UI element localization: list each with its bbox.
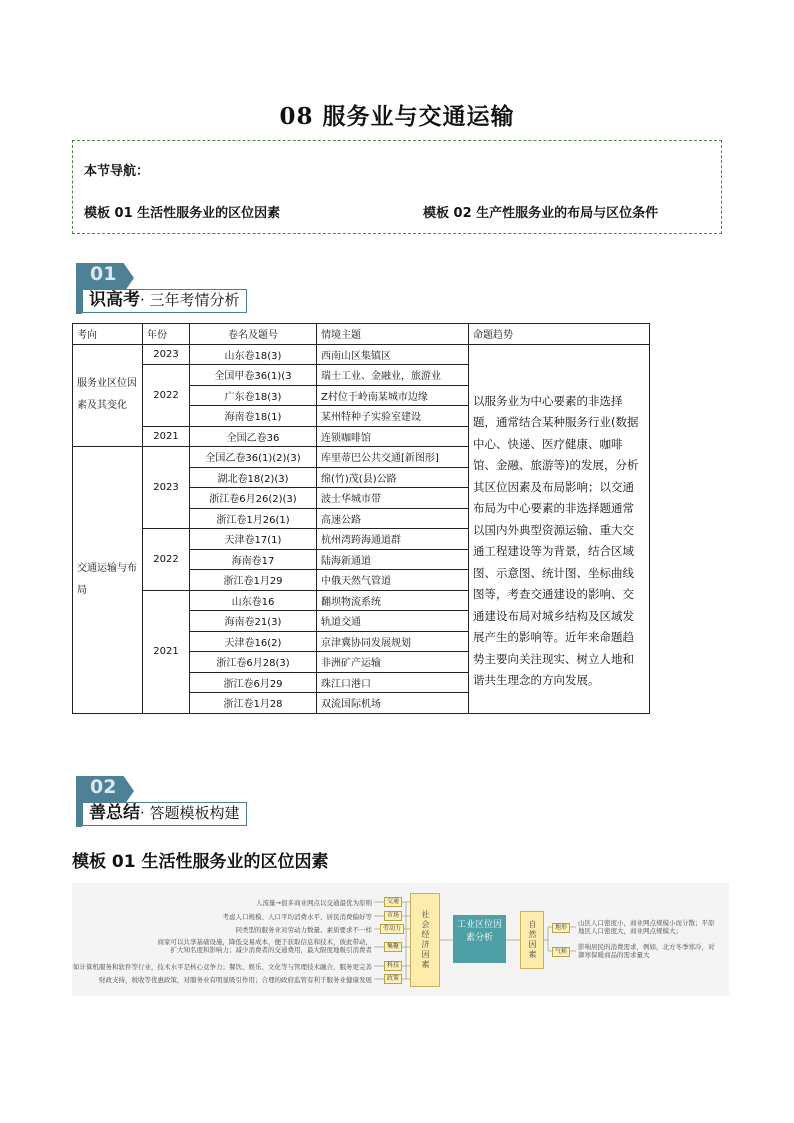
section-heading-title: 识高考: [89, 290, 140, 310]
theme-cell: 瑞士工业、金融业，旅游业: [317, 365, 469, 386]
mind-map-note: 财政支持，税收等优惠政策，对服务业有明显吸引作用；合理的政府监管有利于服务业健康发展: [99, 976, 372, 984]
theme-cell: 京津冀协同发展规划: [317, 631, 469, 652]
section-heading-subtitle: · 答题模板构建: [140, 804, 240, 822]
guide-item-template-01[interactable]: 模板 01 生活性服务业的区位因素: [84, 206, 281, 221]
col-header-theme: 情境主题: [317, 324, 469, 345]
factor-tag-terrain: 地形: [552, 923, 570, 933]
paper-cell: 海南卷21(3): [190, 611, 317, 632]
year-cell: 2022: [143, 529, 190, 591]
theme-cell: 西南山区集镇区: [317, 344, 469, 365]
theme-cell: 绵(竹)茂(县)公路: [317, 467, 469, 488]
theme-cell: 杭州湾跨海通道群: [317, 529, 469, 550]
year-cell: 2021: [143, 590, 190, 713]
col-header-year: 年份: [143, 324, 190, 345]
paper-cell: 全国乙卷36(1)(2)(3): [190, 447, 317, 468]
theme-cell: 陆海新通道: [317, 549, 469, 570]
social-economic-factors-box: 社会经济因素: [410, 893, 440, 987]
mind-map-note: 商家可以共享基础设施，降低交易成本，便于获取信息和技术，彼此带动，扩大知名度和影响力；减少消费者的交通费用，最大限度地吸引消费者: [157, 938, 372, 954]
paper-cell: 天津卷16(2): [190, 631, 317, 652]
col-header-trend: 命题趋势: [469, 324, 650, 345]
template-heading: 模板 01 生活性服务业的区位因素: [72, 852, 329, 872]
section-number: 02: [90, 776, 117, 798]
factor-tag-traffic: 交通: [384, 897, 402, 907]
theme-cell: 珠江口港口: [317, 672, 469, 693]
paper-cell: 天津卷17(1): [190, 529, 317, 550]
theme-cell: 中俄天然气管道: [317, 570, 469, 591]
section-heading: [82, 802, 247, 826]
theme-cell: 连锁咖啡馆: [317, 426, 469, 447]
trend-cell: 以服务业为中心要素的非选择题，通常结合某种服务行业(数据中心、快递、医疗健康、咖啡馆、金融、旅游等)的发展，分析其区位因素及布局影响；以交通布局为中心要素的非选择题通常以国内外典型资源运输、重大交通工程建设等为背景，结合区域图、示意图、统计图、坐标曲线图等，考查交通建设的影响、交通建设布局对城乡结构及区域发展产生的影响等。近年来命题趋势主要向关注现实、树立人地和谐共生理念的方向发展。: [469, 344, 650, 713]
section-heading: [82, 289, 247, 313]
factor-tag-market: 市场: [384, 911, 402, 921]
exam-analysis-table: [72, 323, 650, 714]
paper-cell: 浙江卷6月29: [190, 672, 317, 693]
section-number: 01: [90, 263, 117, 285]
factor-tag-labor: 劳动力: [380, 924, 404, 934]
mind-map-note: 人流量→很多商业网点以交通最优为原则: [256, 899, 372, 907]
year-cell: 2021: [143, 426, 190, 447]
mind-map-note: 考虑人口规模、人口平均消费水平、居民消费偏好等: [222, 913, 372, 921]
page-title: 08 服务业与交通运输: [279, 103, 515, 130]
factor-tag-technology: 科技: [384, 961, 402, 971]
natural-factors-box: 自然因素: [520, 911, 544, 969]
guide-item-template-02[interactable]: 模板 02 生产性服务业的布局与区位条件: [423, 206, 659, 221]
mind-map-figure: [72, 883, 729, 996]
topic-cell: 交通运输与布局: [73, 447, 143, 714]
paper-cell: 浙江卷1月26(1): [190, 508, 317, 529]
section-heading-subtitle: · 三年考情分析: [140, 291, 240, 309]
paper-cell: 海南卷18(1): [190, 406, 317, 427]
theme-cell: 非洲矿产运输: [317, 652, 469, 673]
theme-cell: 翻坝物流系统: [317, 590, 469, 611]
paper-cell: 浙江卷1月29: [190, 570, 317, 591]
theme-cell: 高速公路: [317, 508, 469, 529]
theme-cell: 库里蒂巴公共交通[新图形]: [317, 447, 469, 468]
factor-tag-climate: 气候: [552, 947, 570, 957]
paper-cell: 广东卷18(3): [190, 385, 317, 406]
paper-cell: 山东卷16: [190, 590, 317, 611]
center-topic-box: 工业区位因素分析: [453, 915, 506, 963]
paper-cell: 全国甲卷36(1)(3: [190, 365, 317, 386]
paper-cell: 湖北卷18(2)(3): [190, 467, 317, 488]
paper-cell: 山东卷18(3): [190, 344, 317, 365]
col-header-direction: 考向: [73, 324, 143, 345]
paper-cell: 浙江卷6月28(3): [190, 652, 317, 673]
year-cell: 2023: [143, 344, 190, 365]
col-header-paper: 卷名及题号: [190, 324, 317, 345]
guide-label: 本节导航：: [84, 164, 150, 179]
factor-tag-policy: 政策: [384, 974, 402, 984]
theme-cell: 波士华城市带: [317, 488, 469, 509]
theme-cell: 某州特种子实验室建设: [317, 406, 469, 427]
mind-map-note: 山区人口密度小，商业网点规模小而分散；平原地区人口密度大，商业网点规模大；: [578, 919, 715, 935]
paper-cell: 浙江卷1月28: [190, 693, 317, 714]
factor-tag-agglomeration: 集聚: [384, 942, 402, 952]
paper-cell: 海南卷17: [190, 549, 317, 570]
mind-map-note: 如计算机服务和软件等行业，技术水平是核心竞争力；餐饮、娱乐、文化等与管理技术融合，服务更完善: [73, 963, 372, 971]
mind-map-note: 同类型的服务业对劳动力数量、素质要求不一样: [235, 926, 372, 934]
theme-cell: 轨道交通: [317, 611, 469, 632]
mind-map-note: 影响居民的消费需求，例如，北方冬季寒冷，对御寒保暖商品的需求量大: [578, 943, 715, 959]
year-cell: 2022: [143, 365, 190, 427]
topic-cell: 服务业区位因素及其变化: [73, 344, 143, 447]
theme-cell: 双流国际机场: [317, 693, 469, 714]
theme-cell: Z村位于岭南某城市边缘: [317, 385, 469, 406]
paper-cell: 浙江卷6月26(2)(3): [190, 488, 317, 509]
paper-cell: 全国乙卷36: [190, 426, 317, 447]
section-heading-title: 善总结: [89, 803, 140, 823]
year-cell: 2023: [143, 447, 190, 529]
